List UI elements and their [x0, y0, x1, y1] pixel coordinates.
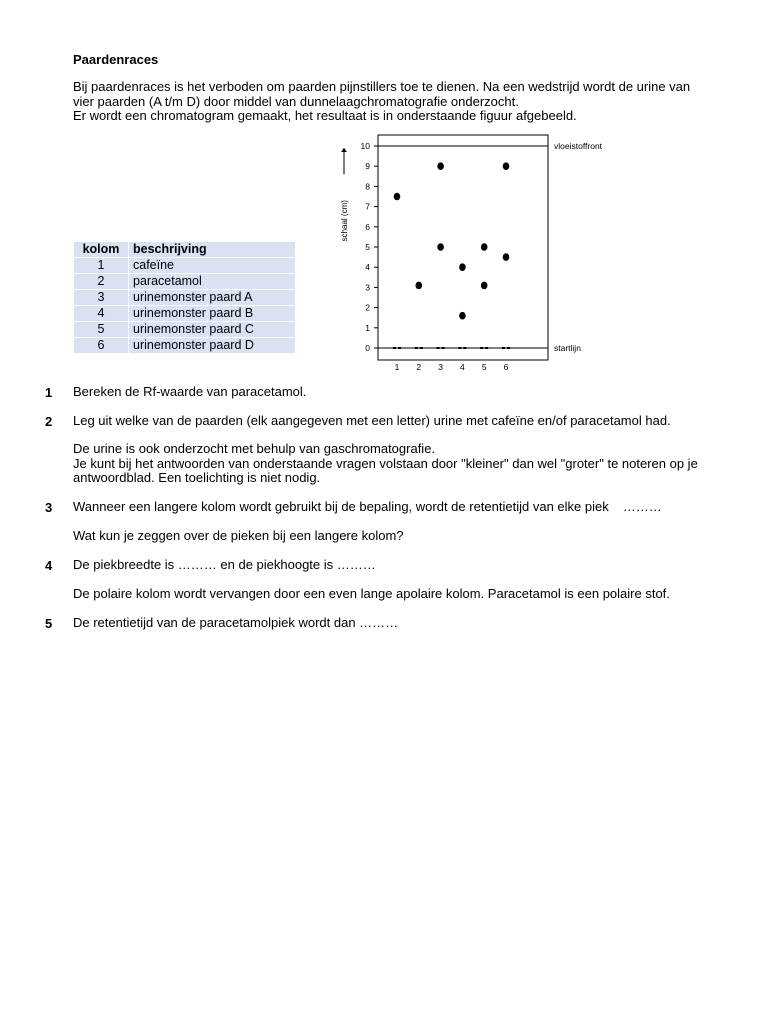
spot-point [459, 263, 466, 271]
cell-kolom: 1 [74, 258, 128, 273]
cell-beschrijving: paracetamol [129, 274, 295, 289]
gc-intro-line: Je kunt bij het antwoorden van onderstaande vragen volstaan door "kleiner" dan wel "groter" te noteren op je [73, 455, 698, 471]
x-tick-label: 6 [503, 362, 509, 372]
chromatogram-chart [330, 130, 630, 380]
cell-beschrijving: urinemonster paard A [129, 290, 295, 305]
question-5-text: De retentietijd van de paracetamolpiek wordt dan ……… [73, 615, 399, 630]
question-number: 2 [45, 414, 53, 429]
spot-point [437, 243, 444, 251]
question-4-text: De piekbreedte is ……… en de piekhoogte is ……… [73, 557, 376, 572]
column-table [73, 241, 296, 354]
spot-point [503, 162, 510, 170]
table-row [74, 274, 295, 289]
y-tick-label: 2 [365, 302, 370, 313]
y-tick-label: 7 [365, 201, 370, 212]
y-tick-label: 4 [365, 262, 370, 273]
table-row [74, 290, 295, 305]
table-row [74, 306, 295, 321]
answer-dots: ……… [622, 499, 662, 514]
page-title: Paardenraces [73, 52, 159, 67]
intro-paragraph [73, 80, 713, 124]
header-beschrijving: beschrijving [129, 242, 295, 257]
x-tick-label: 5 [481, 362, 487, 372]
intro-line: vier paarden (A t/m D) door middel van dunnelaagchromatografie onderzocht. [73, 93, 519, 109]
reference-label-startlijn: startlijn [554, 343, 581, 353]
spot-point [481, 243, 488, 251]
y-tick-label: 3 [365, 282, 370, 293]
intro-line: Er wordt een chromatogram gemaakt, het resultaat is in onderstaande figuur afgebeeld. [73, 108, 577, 123]
intro-line: Bij paardenraces is het verboden om paarden pijnstillers toe te dienen. Na een wedstrijd wordt de urine van [73, 79, 691, 94]
y-tick-label: 9 [365, 161, 370, 172]
y-axis-arrow-head [341, 148, 347, 152]
x-tick-label: 1 [394, 362, 400, 372]
spot-point [394, 193, 401, 201]
cell-kolom: 2 [74, 274, 128, 289]
question-2-text: Leg uit welke van de paarden (elk aangegeven met een letter) urine met cafeïne en/of paracetamol had. [73, 413, 671, 428]
gc-intro-paragraph [73, 442, 723, 486]
table-row [74, 258, 295, 273]
spot-point [459, 312, 466, 320]
table-row [74, 322, 295, 337]
question-number: 4 [45, 558, 53, 573]
cell-beschrijving: urinemonster paard B [129, 306, 295, 321]
y-axis-label: schaal (cm) [340, 200, 349, 242]
cell-kolom: 4 [74, 306, 128, 321]
polair-paragraph: De polaire kolom wordt vervangen door een even lange apolaire kolom. Paracetamol is een polaire stof. [73, 586, 670, 601]
question-3b-text: Wat kun je zeggen over de pieken bij een langere kolom? [73, 528, 404, 543]
x-tick-label: 4 [460, 362, 465, 372]
spot-point [416, 282, 423, 290]
x-tick-label: 3 [438, 362, 443, 372]
question-1-text: Bereken de Rf-waarde van paracetamol. [73, 384, 307, 399]
spot-point [503, 253, 510, 261]
y-tick-label: 0 [365, 343, 370, 353]
y-tick-label: 6 [365, 221, 370, 232]
y-tick-label: 1 [365, 322, 370, 333]
header-kolom: kolom [74, 242, 128, 257]
gc-intro-line: antwoordblad. Een toelichting is niet nodig. [73, 470, 321, 485]
cell-kolom: 5 [74, 322, 128, 337]
cell-kolom: 6 [74, 338, 128, 353]
question-number: 5 [45, 616, 53, 631]
y-tick-label: 5 [365, 242, 370, 252]
question-number: 3 [45, 500, 53, 515]
plot-frame [378, 135, 548, 360]
cell-beschrijving: cafeïne [129, 258, 295, 273]
spot-point [481, 282, 488, 290]
table-header-row [74, 242, 295, 257]
cell-beschrijving: urinemonster paard D [129, 338, 295, 353]
table-row [74, 338, 295, 353]
x-tick-label: 2 [416, 362, 422, 372]
cell-kolom: 3 [74, 290, 128, 305]
question-number: 1 [45, 385, 53, 400]
question-3 [73, 500, 723, 515]
y-tick-label: 10 [360, 141, 370, 151]
gc-intro-line: De urine is ook onderzocht met behulp van gaschromatografie. [73, 441, 436, 456]
question-3-text: Wanneer een langere kolom wordt gebruikt bij de bepaling, wordt de retentietijd van elke piek [73, 499, 609, 514]
reference-label-vloeistoffront: vloeistoffront [554, 141, 603, 151]
cell-beschrijving: urinemonster paard C [129, 322, 295, 337]
spot-point [437, 162, 444, 170]
y-tick-label: 8 [365, 181, 370, 192]
